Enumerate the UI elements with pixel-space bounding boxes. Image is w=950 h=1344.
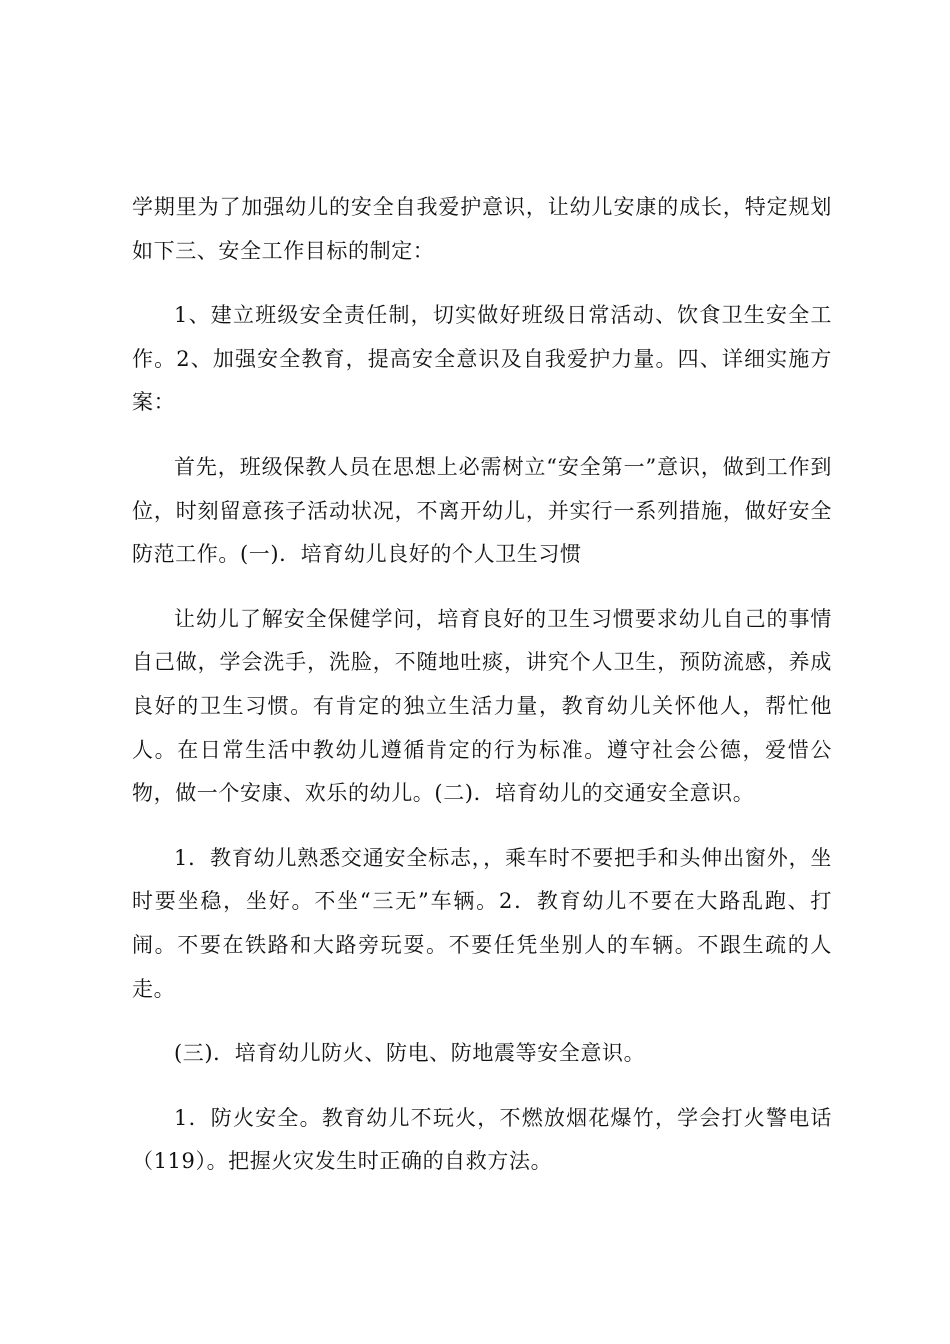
paragraph-3: 首先，班级保教人员在思想上必需树立“安全第一”意识，做到工作到位，时刻留意孩子活动状况，不离开幼儿，并实行一系列措施，做好安全防范工作。(一)．培育幼儿良好的个人卫生习惯 [132, 454, 832, 567]
document-body [132, 186, 832, 1184]
paragraph-7: 1．防火安全。教育幼儿不玩火，不燃放烟花爆竹，学会打火警电话（119）。把握火灾发生时正确的自救方法。 [132, 1105, 832, 1174]
paragraph-6: (三)．培育幼儿防火、防电、防地震等安全意识。 [174, 1041, 646, 1066]
paragraph-4: 让幼儿了解安全保健学问，培育良好的卫生习惯要求幼儿自己的事情自己做，学会洗手，洗脸，不随地吐痰，讲究个人卫生，预防流感，养成良好的卫生习惯。有肯定的独立生活力量，教育幼儿关怀他人，帮忙他人。在日常生活中教幼儿遵循肯定的行为标准。遵守社会公德，爱惜公物，做一个安康、欢乐的幼儿。(二)．培育幼儿的交通安全意识。 [132, 606, 832, 806]
paragraph-5: 1．教育幼儿熟悉交通安全标志，，乘车时不要把手和头伸出窗外，坐时要坐稳，坐好。不坐“三无”车辆。2．教育幼儿不要在大路乱跑、打闹。不要在铁路和大路旁玩耍。不要任凭坐别人的车辆。不跟生疏的人走。 [132, 845, 832, 1001]
paragraph-1: 学期里为了加强幼儿的安全自我爱护意识，让幼儿安康的成长，特定规划如下三、安全工作目标的制定： [132, 195, 832, 263]
paragraph-2: 1、建立班级安全责任制，切实做好班级日常活动、饮食卫生安全工作。2、加强安全教育，提高安全意识及自我爱护力量。四、详细实施方案： [132, 303, 832, 415]
